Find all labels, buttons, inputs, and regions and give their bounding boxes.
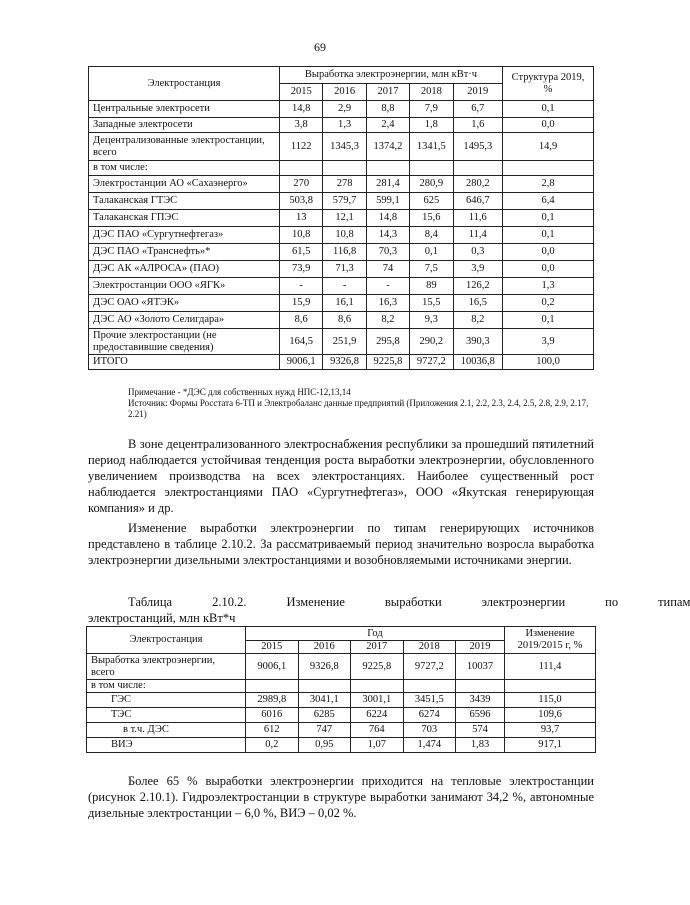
share-cell: 0,0 [503, 118, 594, 133]
table-row [87, 708, 596, 723]
value-cell: 6274 [403, 708, 456, 723]
row-label: ИТОГО [89, 355, 280, 370]
share-cell: 1,3 [503, 278, 594, 295]
row-label: ДЭС АО «Золото Селигдара» [89, 312, 280, 329]
value-cell: 6224 [351, 708, 404, 723]
value-cell: 9727,2 [410, 355, 453, 370]
value-cell: 164,5 [280, 329, 323, 355]
row-label: ТЭС [87, 708, 246, 723]
share-cell: 0,2 [503, 295, 594, 312]
value-cell: 11,4 [453, 227, 502, 244]
value-cell: 0,2 [246, 738, 299, 753]
value-cell: 7,9 [410, 101, 453, 118]
share-cell: 0,1 [503, 312, 594, 329]
row-label: Выработка электроэнергии, всего [87, 654, 246, 680]
value-cell: 8,2 [453, 312, 502, 329]
change-cell [505, 680, 596, 693]
value-cell [351, 680, 404, 693]
table-row [87, 654, 596, 680]
value-cell: 15,6 [410, 210, 453, 227]
table-row [89, 278, 594, 295]
value-cell: 3001,1 [351, 693, 404, 708]
col-header-station: Электростанция [89, 67, 280, 101]
value-cell: 9326,8 [298, 654, 351, 680]
caption-word: 2.10.2. [212, 595, 247, 609]
value-cell: 2989,8 [246, 693, 299, 708]
row-label: в том числе: [87, 680, 246, 693]
value-cell: 8,4 [410, 227, 453, 244]
value-cell [410, 161, 453, 176]
value-cell: 251,9 [323, 329, 366, 355]
change-cell: 115,0 [505, 693, 596, 708]
row-label: ДЭС ОАО «ЯТЭК» [89, 295, 280, 312]
row-label: в том числе: [89, 161, 280, 176]
col-header-change: Изменение 2019/2015 г, % [505, 627, 596, 654]
value-cell: 290,2 [410, 329, 453, 355]
value-cell [366, 161, 409, 176]
year-header: 2017 [351, 641, 404, 654]
value-cell: 1374,2 [366, 133, 409, 161]
value-cell: 2,4 [366, 118, 409, 133]
value-cell: 6016 [246, 708, 299, 723]
table-caption [88, 594, 690, 626]
value-cell: 646,7 [453, 193, 502, 210]
table-row [89, 133, 594, 161]
value-cell: 14,8 [366, 210, 409, 227]
value-cell: 6285 [298, 708, 351, 723]
value-cell: 6,7 [453, 101, 502, 118]
value-cell: 9006,1 [246, 654, 299, 680]
value-cell: 281,4 [366, 176, 409, 193]
table-row [89, 118, 594, 133]
year-header: 2018 [403, 641, 456, 654]
col-header-production: Выработка электроэнергии, млн кВт·ч [280, 67, 503, 84]
value-cell: 9727,2 [403, 654, 456, 680]
caption-line-2: электростанций, млн кВт*ч [88, 611, 236, 625]
change-cell: 111,4 [505, 654, 596, 680]
year-header: 2019 [453, 84, 502, 101]
year-header: 2015 [246, 641, 299, 654]
value-cell: 503,8 [280, 193, 323, 210]
value-cell [403, 680, 456, 693]
value-cell: 1,8 [410, 118, 453, 133]
table-row [89, 261, 594, 278]
value-cell: 16,3 [366, 295, 409, 312]
change-cell: 917,1 [505, 738, 596, 753]
value-cell: 10,8 [280, 227, 323, 244]
table-row [89, 329, 594, 355]
value-cell: 61,5 [280, 244, 323, 261]
table-row [89, 176, 594, 193]
table-row [89, 193, 594, 210]
share-cell: 100,0 [503, 355, 594, 370]
share-cell: 6,4 [503, 193, 594, 210]
value-cell: 6596 [456, 708, 505, 723]
value-cell: 10036,8 [453, 355, 502, 370]
caption-word: электроэнергии [481, 595, 566, 609]
table-row [89, 312, 594, 329]
value-cell: 8,8 [366, 101, 409, 118]
table-source: Источник: Формы Росстата 6-ТП и Электробаланс данные предприятий (Приложения 2.1, 2.2, 2.3, 2.4, 2.5, 2.8, 2.9, 2.17, 2.21) [128, 398, 589, 419]
value-cell: 116,8 [323, 244, 366, 261]
value-cell [453, 161, 502, 176]
value-cell: 270 [280, 176, 323, 193]
value-cell: 74 [366, 261, 409, 278]
share-cell [503, 161, 594, 176]
row-label: ВИЭ [87, 738, 246, 753]
value-cell: 8,6 [323, 312, 366, 329]
caption-word: Таблица [128, 595, 173, 609]
value-cell: 8,2 [366, 312, 409, 329]
value-cell [298, 680, 351, 693]
value-cell: 390,3 [453, 329, 502, 355]
value-cell: 1,6 [453, 118, 502, 133]
change-cell: 93,7 [505, 723, 596, 738]
share-cell: 0,1 [503, 101, 594, 118]
value-cell: 747 [298, 723, 351, 738]
value-cell: 126,2 [453, 278, 502, 295]
value-cell: 280,9 [410, 176, 453, 193]
share-cell: 14,9 [503, 133, 594, 161]
value-cell: 3,9 [453, 261, 502, 278]
row-label: Западные электросети [89, 118, 280, 133]
col-header-structure: Структура 2019, % [503, 67, 594, 101]
value-cell: 70,3 [366, 244, 409, 261]
value-cell [280, 161, 323, 176]
value-cell: 1,83 [456, 738, 505, 753]
row-label: ДЭС АК «АЛРОСА» (ПАО) [89, 261, 280, 278]
value-cell: 14,8 [280, 101, 323, 118]
value-cell: 280,2 [453, 176, 502, 193]
value-cell: 1345,3 [323, 133, 366, 161]
value-cell: 0,3 [453, 244, 502, 261]
value-cell: 16,5 [453, 295, 502, 312]
value-cell: 703 [403, 723, 456, 738]
value-cell: 1,3 [323, 118, 366, 133]
col-header-station-2: Электростанция [87, 627, 246, 654]
value-cell: 625 [410, 193, 453, 210]
value-cell: 73,9 [280, 261, 323, 278]
value-cell: 7,5 [410, 261, 453, 278]
share-cell: 0,1 [503, 210, 594, 227]
paragraph-3: Более 65 % выработки электроэнергии приходится на тепловые электростанции (рисунок 2.10.1). Гидроэлектростанции в структуре выработки занимают 34,2 %, автономные дизельные электростанции – 6,0 %, ВИЭ – 0,02 %. [88, 774, 594, 820]
row-label: ДЭС ПАО «Транснефть»* [89, 244, 280, 261]
value-cell: 9006,1 [280, 355, 323, 370]
row-label: Электростанции ООО «ЯГК» [89, 278, 280, 295]
value-cell [456, 680, 505, 693]
table-note: Примечание - *ДЭС для собственных нужд НПС-12,13,14 [128, 387, 351, 397]
share-cell: 0,1 [503, 227, 594, 244]
table-row [89, 210, 594, 227]
row-label: Талаканская ГПЭС [89, 210, 280, 227]
value-cell: 278 [323, 176, 366, 193]
value-cell: 12,1 [323, 210, 366, 227]
value-cell: 764 [351, 723, 404, 738]
share-cell: 0,0 [503, 261, 594, 278]
row-label: ДЭС ПАО «Сургутнефтегаз» [89, 227, 280, 244]
share-cell: 2,8 [503, 176, 594, 193]
change-cell: 109,6 [505, 708, 596, 723]
value-cell: - [366, 278, 409, 295]
value-cell: 3041,1 [298, 693, 351, 708]
paragraph-2: Изменение выработки электроэнергии по типам генерирующих источников представлено в таблице 2.10.2. За рассматриваемый период значительно возросла выработка электроэнергии дизельными электростанциями и возобновляемыми источниками энергии. [88, 521, 594, 567]
page-number: 69 [314, 40, 326, 54]
value-cell: 1,474 [403, 738, 456, 753]
value-cell: 9225,8 [351, 654, 404, 680]
table-row [89, 161, 594, 176]
value-cell: 3439 [456, 693, 505, 708]
row-label: ГЭС [87, 693, 246, 708]
value-cell: 14,3 [366, 227, 409, 244]
year-header: 2018 [410, 84, 453, 101]
value-cell: 574 [456, 723, 505, 738]
caption-word: по [605, 595, 619, 609]
value-cell [246, 680, 299, 693]
value-cell: 8,6 [280, 312, 323, 329]
value-cell: 579,7 [323, 193, 366, 210]
value-cell: 1341,5 [410, 133, 453, 161]
share-cell: 3,9 [503, 329, 594, 355]
value-cell: 3,8 [280, 118, 323, 133]
value-cell: 0,95 [298, 738, 351, 753]
value-cell: 16,1 [323, 295, 366, 312]
value-cell: 9,3 [410, 312, 453, 329]
table-row [89, 355, 594, 370]
table-row [89, 244, 594, 261]
value-cell: 295,8 [366, 329, 409, 355]
value-cell: 1122 [280, 133, 323, 161]
value-cell: 11,6 [453, 210, 502, 227]
value-cell: 15,5 [410, 295, 453, 312]
table-row [87, 693, 596, 708]
row-label: Децентрализованные электростанции, всего [89, 133, 280, 161]
value-cell: 9225,8 [366, 355, 409, 370]
row-label: в т.ч. ДЭС [87, 723, 246, 738]
value-cell: - [280, 278, 323, 295]
caption-word: выработки [384, 595, 442, 609]
table-row [87, 738, 596, 753]
row-label: Центральные электросети [89, 101, 280, 118]
value-cell: 2,9 [323, 101, 366, 118]
caption-word: Изменение [286, 595, 345, 609]
value-cell: 1495,3 [453, 133, 502, 161]
value-cell: 15,9 [280, 295, 323, 312]
table-row [89, 227, 594, 244]
row-label: Электростанции АО «Сахаэнерго» [89, 176, 280, 193]
paragraph-1: В зоне децентрализованного электроснабжения республики за прошедший пятилетний период наблюдается устойчивая тенденция роста выработки электроэнергии, обусловленного увеличением производства на всех электростанциях. Наиболее существенный рост наблюдается электростанциями ПАО «Сургутнефтегаз», ООО «Якутская генерирующая компания» и др. [88, 437, 594, 515]
value-cell: 10037 [456, 654, 505, 680]
value-cell [323, 161, 366, 176]
year-header: 2015 [280, 84, 323, 101]
year-header: 2016 [298, 641, 351, 654]
value-cell: 0,1 [410, 244, 453, 261]
value-cell: 89 [410, 278, 453, 295]
share-cell: 0,0 [503, 244, 594, 261]
row-label: Талаканская ГТЭС [89, 193, 280, 210]
row-label: Прочие электростанции (не предоставившие сведения) [89, 329, 280, 355]
year-header: 2017 [366, 84, 409, 101]
value-cell: - [323, 278, 366, 295]
value-cell: 599,1 [366, 193, 409, 210]
value-cell: 10,8 [323, 227, 366, 244]
value-cell: 3451,5 [403, 693, 456, 708]
value-cell: 9326,8 [323, 355, 366, 370]
value-cell: 71,3 [323, 261, 366, 278]
year-header: 2019 [456, 641, 505, 654]
value-cell: 612 [246, 723, 299, 738]
year-header: 2016 [323, 84, 366, 101]
value-cell: 13 [280, 210, 323, 227]
col-header-year: Год [246, 627, 505, 641]
generation-type-table [86, 626, 596, 753]
table-row [89, 101, 594, 118]
table-row [89, 295, 594, 312]
value-cell: 1,07 [351, 738, 404, 753]
production-table [88, 66, 594, 370]
caption-word: типам [658, 595, 690, 609]
table-row [87, 723, 596, 738]
table-row [87, 680, 596, 693]
